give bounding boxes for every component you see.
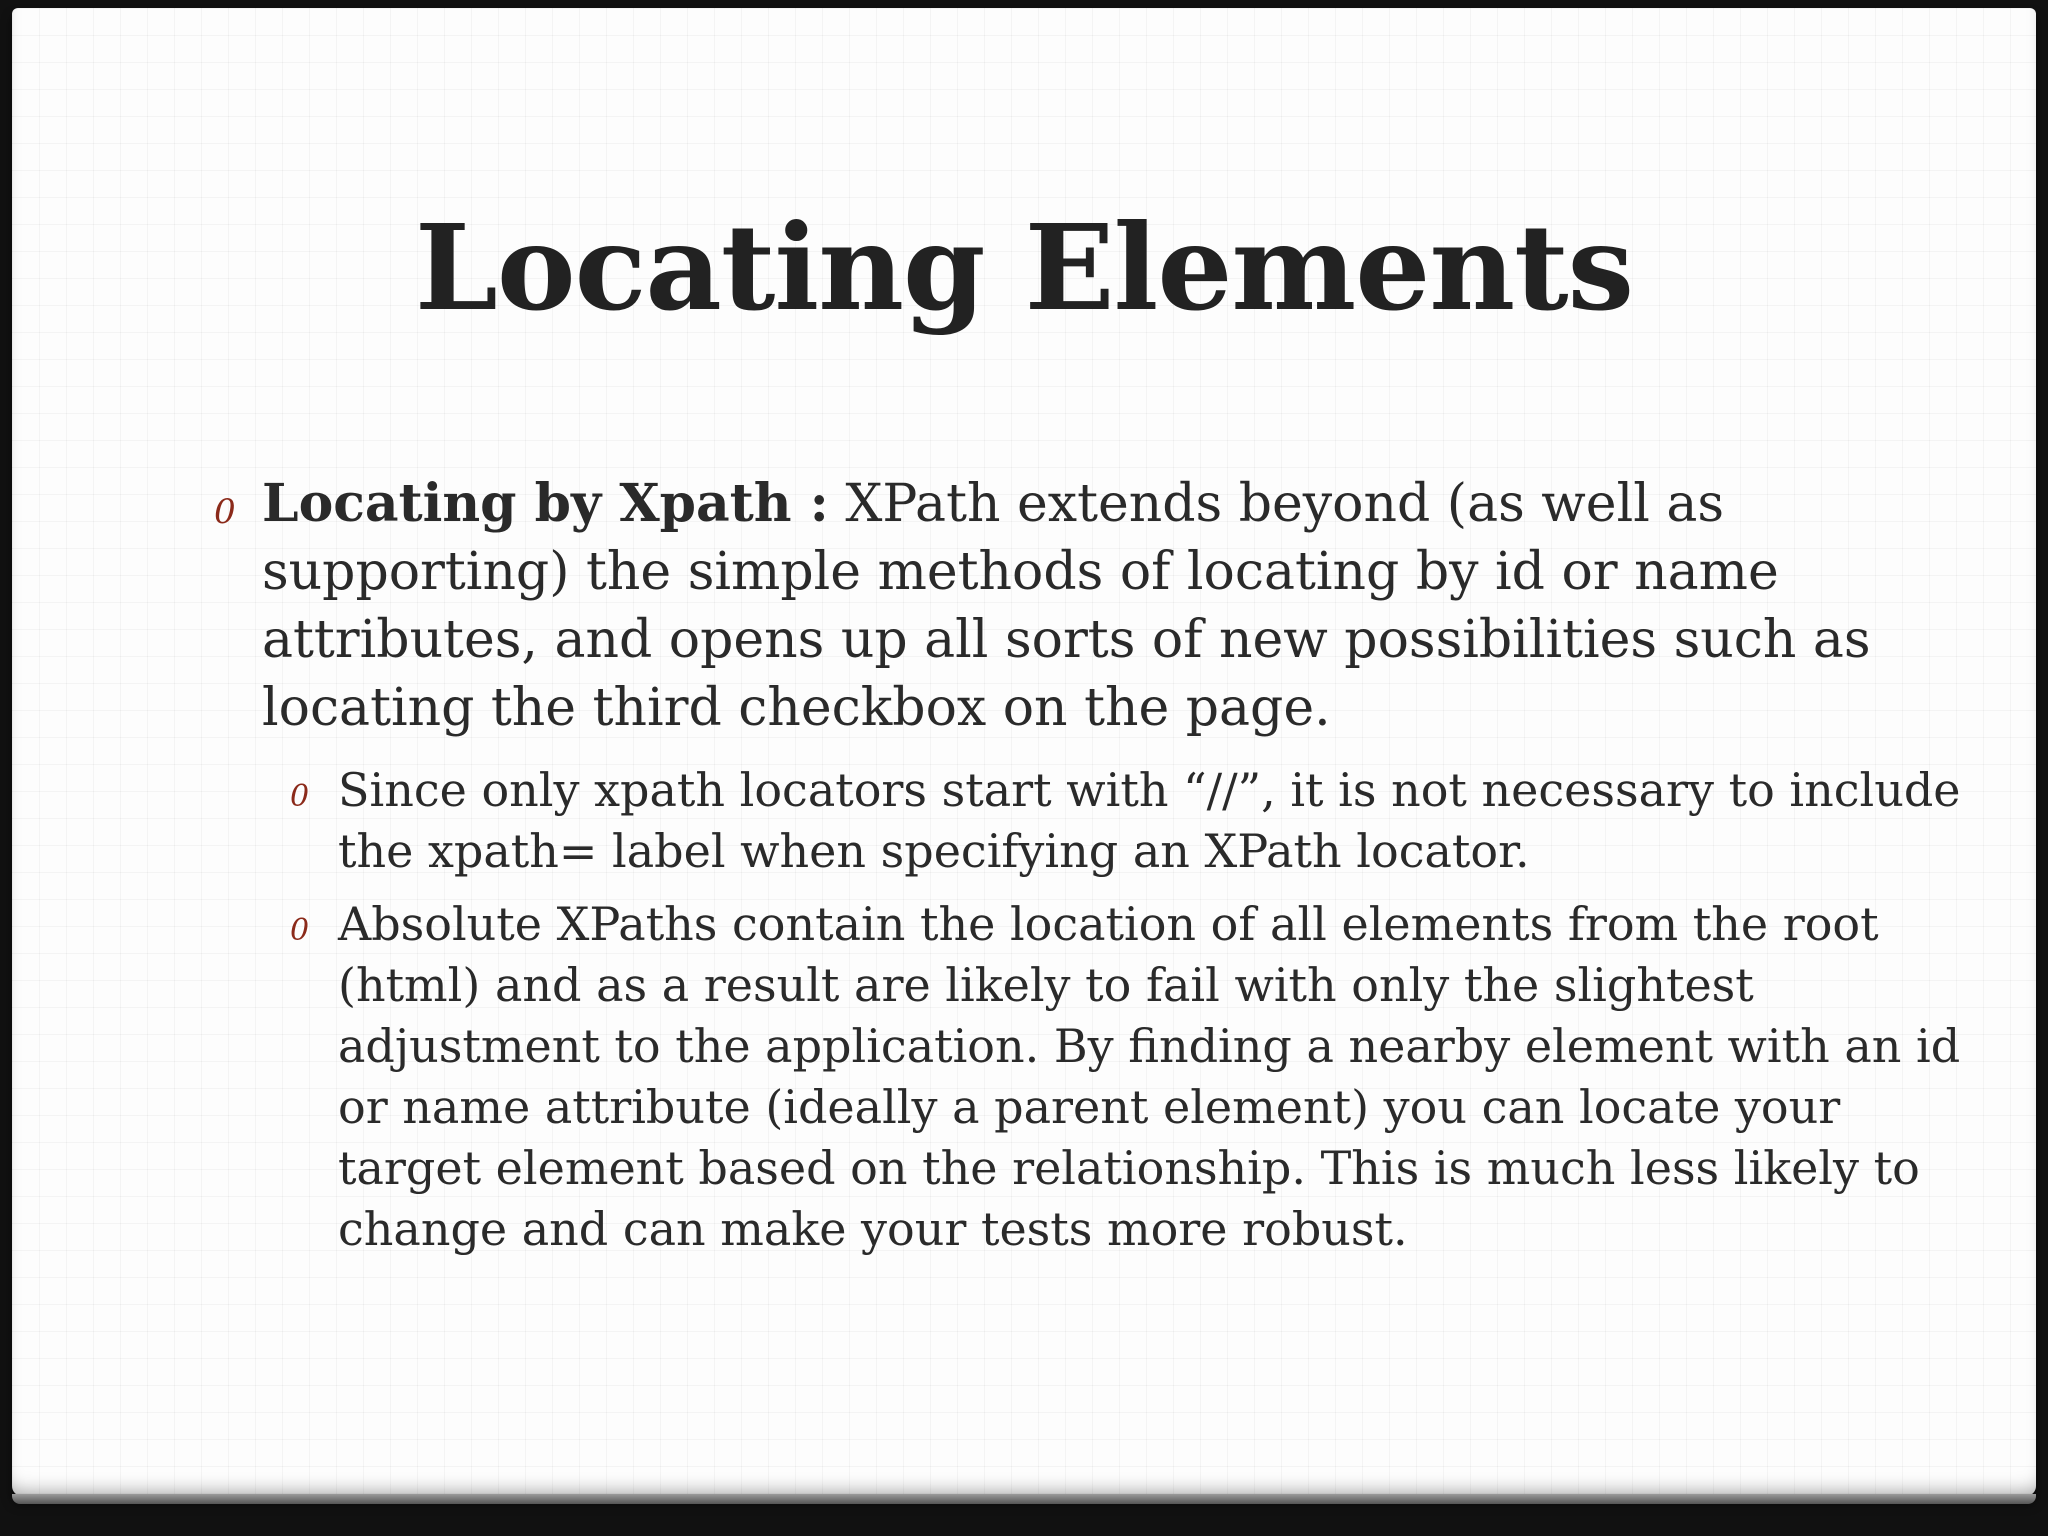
bullet-item-xpath	[210, 470, 1922, 742]
bullet-text: XPath extends beyond (as well as supporting) the simple methods of locating by id or name attributes, and opens up all sorts of new possibilities such as locating the third checkbox on the page.	[262, 474, 1871, 738]
sub-bullet-text: Since only xpath locators start with “//”, it is not necessary to include the xpath= label when specifying an XPath locator.	[338, 763, 1961, 878]
bullet-marker-icon: 0	[290, 913, 310, 948]
slide-body	[210, 470, 1961, 1260]
slide-bottom-edge	[12, 1494, 2036, 1504]
bullet-lead-text: Locating by Xpath :	[262, 473, 829, 534]
bullet-marker-icon: 0	[290, 779, 310, 814]
sub-bullet-item	[286, 894, 1978, 1260]
sub-bullet-text: Absolute XPaths contain the location of all elements from the root (html) and as a result are likely to fail with only the slightest adjustment to the application. By finding a nearby element with an id or name attribute (ideally a parent element) you can locate your target element based on the relationship. This is much less likely to change and can make your tests more robust.	[338, 897, 1961, 1256]
slide	[12, 8, 2036, 1496]
sub-bullet-item	[286, 760, 1978, 882]
bullet-marker-icon: 0	[214, 492, 236, 532]
slide-title: Locating Elements	[414, 198, 1634, 337]
